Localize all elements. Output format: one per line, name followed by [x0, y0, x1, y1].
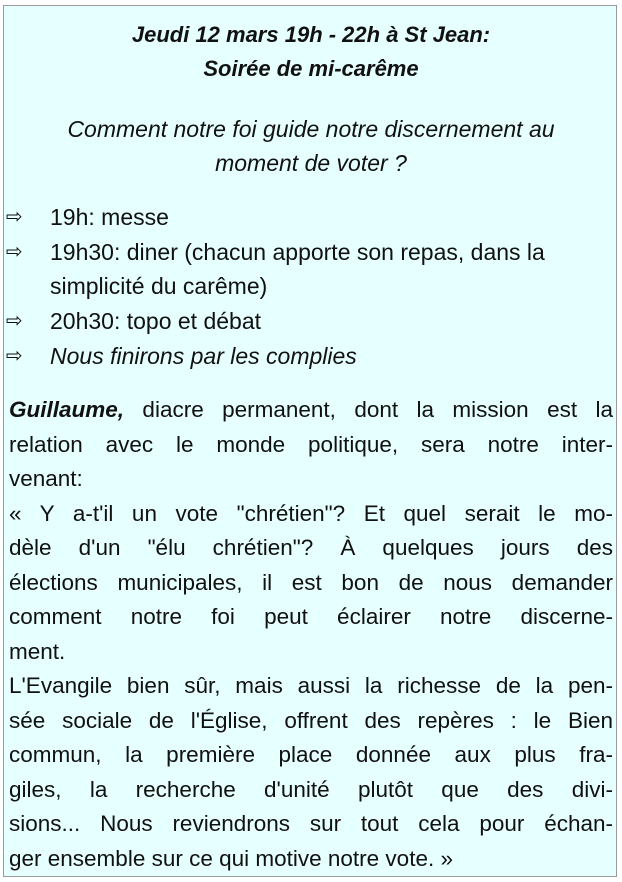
program-item-text: 20h30: topo et débat: [50, 308, 262, 334]
speaker-paragraph: [9, 393, 613, 876]
event-date-line: Jeudi 12 mars 19h - 22h à St Jean:: [131, 22, 491, 47]
speaker-line: dèle d'un "élu chrétien"? À quelques jours des: [9, 535, 613, 560]
speaker-line: L'Evangile bien sûr, mais aussi la richesse de la pen-: [9, 673, 613, 698]
arrow-right-icon: ⇨: [6, 206, 23, 228]
program-item-text-line-2: simplicité du carême): [50, 273, 268, 299]
program-item-text-line-1: 19h30: diner (chacun apporte son repas, dans la: [50, 239, 545, 265]
event-title: [4, 18, 618, 86]
speaker-line: venant:: [9, 466, 83, 491]
speaker-line: giles, la recherche d'unité plutôt que des divi-: [9, 776, 613, 802]
event-theme: [4, 112, 618, 180]
event-name-line: Soirée de mi-carême: [203, 56, 419, 81]
arrow-right-icon: ⇨: [6, 345, 23, 367]
speaker-line: [9, 393, 613, 428]
theme-line-2: moment de voter ?: [215, 150, 407, 176]
speaker-line: « Y a-t'il un vote "chrétien"? Et quel serait le mo-: [9, 500, 613, 526]
speaker-line: sions... Nous reviendrons sur tout cela pour échan-: [9, 811, 613, 836]
speaker-line: relation avec le monde politique, sera notre inter-: [9, 431, 613, 457]
speaker-line: ger ensemble sur ce qui motive notre vote. »: [9, 845, 453, 871]
program-item-text: 19h: messe: [50, 204, 169, 230]
program-item-text: [50, 235, 610, 303]
theme-line-1: Comment notre foi guide notre discernement au: [67, 116, 555, 142]
speaker-line-text: diacre permanent, dont la mission est la: [124, 397, 613, 422]
arrow-right-icon: ⇨: [6, 310, 23, 332]
speaker-name: Guillaume,: [9, 397, 125, 422]
speaker-line: ment.: [9, 638, 66, 664]
speaker-line: élections municipales, il est bon de nous demander: [9, 569, 613, 595]
speaker-line: sée sociale de l'Église, offrent des repères : le Bien: [9, 707, 613, 733]
arrow-right-icon: ⇨: [6, 241, 23, 263]
announcement-panel: [3, 5, 617, 877]
speaker-line: comment notre foi peut éclairer notre discerne-: [9, 604, 613, 629]
speaker-line: commun, la première place donnée aux plus fra-: [9, 742, 613, 767]
program-item-text: Nous finirons par les complies: [50, 343, 357, 369]
